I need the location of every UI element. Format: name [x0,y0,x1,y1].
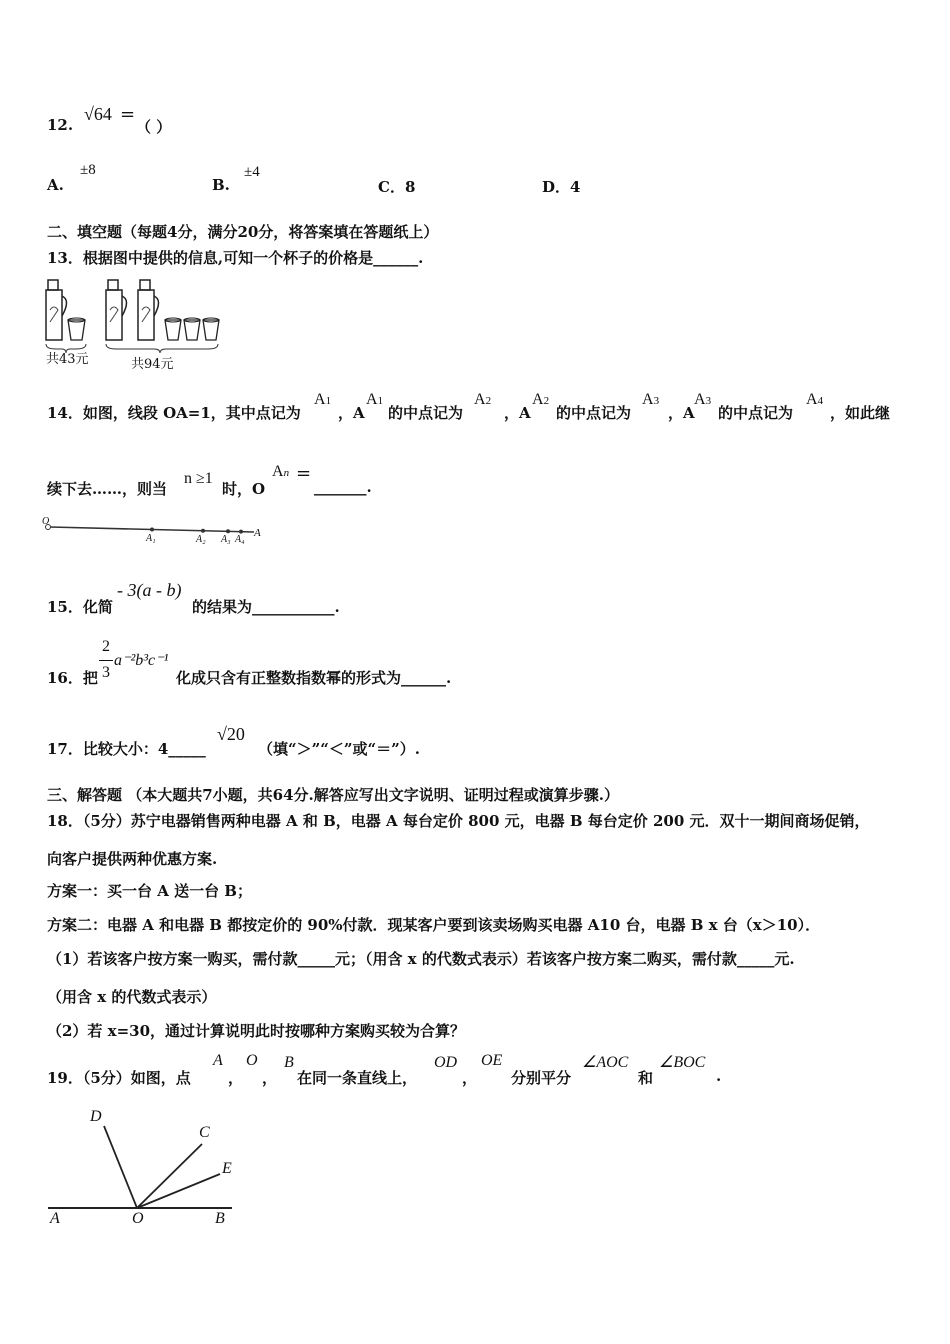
q14-fig-label-a3: A₃ [221,534,231,545]
q14-line2-blank: _______. [314,478,372,496]
q12-paren: （ ） [136,118,172,136]
q14-a2-first: A2 [474,391,492,408]
q19-od: OD [434,1054,458,1071]
q14-fig-label-a1: A₁ [146,533,156,544]
q12-option-b-value: ±4 [244,164,260,180]
q19-angle-aoc: ∠AOC [582,1054,629,1071]
q19-point-o: O [246,1052,258,1069]
q18-line1: 18．（5分）苏宁电器销售两种电器 A 和 B，电器 A 每台定价 800 元，电器 B 每台定价 200 元．双十一期间商场促销， [47,812,870,830]
q13-figure-label-left: 共43元 [46,352,89,367]
q19-angle-boc: ∠BOC [659,1054,706,1071]
q14-line2-b: 时，O [222,480,266,498]
q19-number: 19．（5分）如图，点 [47,1069,191,1087]
section-3-heading: 三、解答题 （本大题共7小题，共64分.解答应写出文字说明、证明过程或演算步骤.） [47,786,619,804]
q14-fig-label-a2: A₂ [196,534,206,545]
q15-number: 15．化简 [47,598,113,616]
q16-frac-bar [99,660,113,661]
q14-text-3: 的中点记为 [388,404,464,422]
thermos-icon [106,280,127,340]
q18-line2: 向客户提供两种优惠方案. [47,850,218,868]
q14-text-1: 14．如图，线段 OA=1，其中点记为 [47,404,301,422]
q16-expression: a⁻²b³c⁻¹ [114,652,169,669]
q17-number: 17．比较大小：4_____ [47,740,206,758]
q14-a4: A4 [806,391,824,408]
q14-a3-second: A3 [694,391,712,408]
q15-expression: - 3(a - b) [117,580,182,600]
q12-option-a-value: ±8 [80,162,96,178]
q12-option-a-label: A. [47,176,64,194]
q19-text-1: 在同一条直线上， [297,1069,418,1087]
q18-plan2: 方案二：电器 A 和电器 B 都按定价的 90%付款．现某客户要到该卖场购买电器 A10 台，电器 B x 台（x＞10）． [47,916,821,934]
q19-fig-label-o: O [132,1210,144,1227]
q14-a1-first: A1 [314,391,332,408]
cup-icon [203,318,219,340]
section-2-heading: 二、填空题（每题4分，满分20分，将答案填在答题纸上） [47,223,439,241]
q19-point-b: B [284,1054,294,1071]
q12-option-d: D．4 [542,178,581,196]
q14-fig-label-o: O [42,516,50,527]
q17-radical: √20 [217,724,245,744]
q18-part1-note: （用含 x 的代数式表示） [47,988,217,1006]
q19-end: . [716,1067,722,1085]
q18-part2: （2）若 x=30，通过计算说明此时按哪种方案购买较为合算？ [47,1022,466,1040]
q14-text-8: ，如此继 [830,404,891,422]
q14-condition: n ≥1 [184,470,213,487]
q14-text-4: ，A [504,404,531,422]
q19-fig-label-d: D [90,1108,102,1125]
q14-a2-second: A2 [532,391,550,408]
q18-plan1: 方案一：买一台 A 送一台 B； [47,882,252,900]
q14-a3-first: A3 [642,391,660,408]
q14-text-2: ，A [338,404,365,422]
thermos-icon [46,280,67,340]
q16-frac-numerator: 2 [102,638,110,655]
q12-radical: √64 [84,104,112,124]
q19-figure [44,1104,244,1234]
q12-number: 12. [47,116,74,134]
q14-text-5: 的中点记为 [556,404,632,422]
q12-equals: = [120,104,136,125]
q19-comma-3: ， [462,1069,478,1087]
q14-text-6: ，A [668,404,695,422]
q16-rest: 化成只含有正整数指数幂的形式为______. [176,669,452,687]
q13-text: 13．根据图中提供的信息,可知一个杯子的价格是______. [47,249,424,267]
q19-comma-2: ， [262,1069,278,1087]
q18-part1: （1）若该客户按方案一购买，需付款_____元；（用含 x 的代数式表示）若该客户按方案二购买，需付款_____元. [47,950,795,968]
q14-text-7: 的中点记为 [718,404,794,422]
q19-comma-1: ， [228,1069,244,1087]
q19-fig-label-b: B [215,1210,225,1227]
q15-rest: 的结果为___________. [192,598,340,616]
q12-option-b-label: B. [212,176,230,194]
cup-icon [165,318,181,340]
q19-and: 和 [638,1069,654,1087]
thermos-icon [138,280,159,340]
q14-line2-a: 续下去……，则当 [47,480,168,498]
q12-option-c: C．8 [378,178,416,196]
q19-oe: OE [481,1052,503,1069]
q14-fig-label-a4: A₄ [235,534,245,545]
q17-rest: （填“＞”“＜”或“＝”）. [258,740,420,758]
cup-icon [184,318,200,340]
q13-figure-label-right: 共94元 [131,357,174,372]
q19-fig-label-c: C [199,1124,210,1141]
q19-fig-label-a: A [50,1210,60,1227]
q14-fig-label-a: A [254,527,261,539]
cup-icon [68,318,85,340]
q14-an: An [272,463,290,480]
q16-frac-denominator: 3 [102,664,110,681]
q19-fig-label-e: E [222,1160,232,1177]
q14-equals: = [296,463,312,484]
q19-point-a: A [213,1052,223,1069]
q16-number: 16．把 [47,669,98,687]
q19-text-2: 分别平分 [511,1069,572,1087]
q14-a1-second: A1 [366,391,384,408]
